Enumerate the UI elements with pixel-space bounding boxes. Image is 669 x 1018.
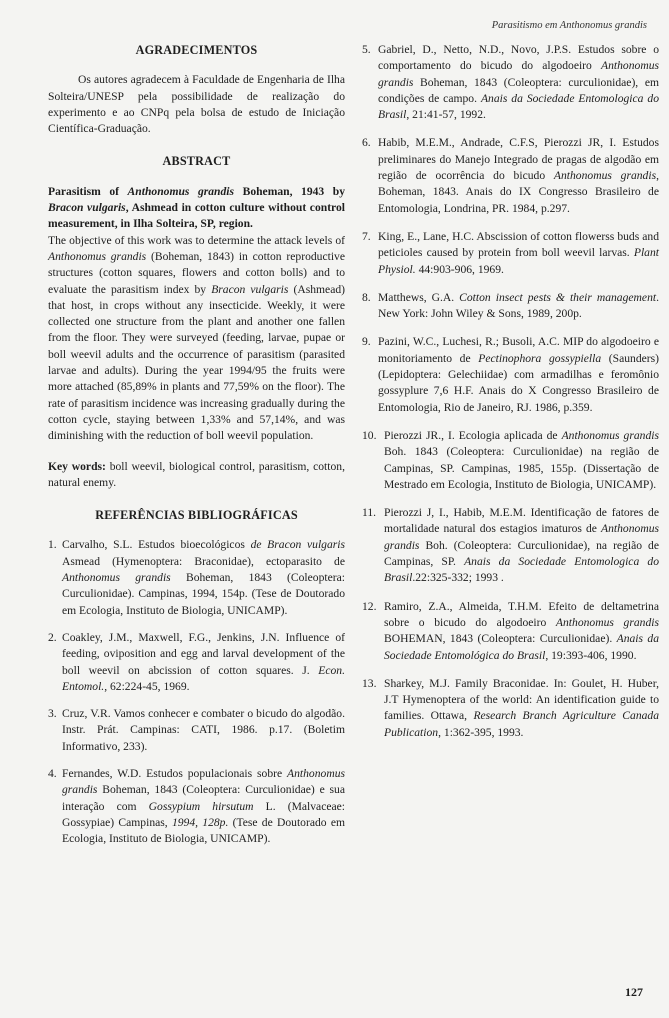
reference-text: Pierozzi JR., I. Ecologia aplicada de Anthonomus grandis Boh. 1843 (Coleoptera: Curculionidae) na região de Campinas, SP. Campinas, 1985, 155p. (Dissertação de Mestrado em Ecologia, Instituto de Biologia, UNICAMP). xyxy=(384,428,659,491)
abstract-title: Parasitism of Anthonomus grandis Boheman, 1943 by Bracon vulgaris, Ashmead in cotton culture without control measurement, in Ilha Solteira, SP, region. xyxy=(48,184,346,231)
page-number: 127 xyxy=(625,985,643,999)
reference-item xyxy=(48,537,345,618)
reference-number: 6. xyxy=(362,136,371,150)
reference-text: Pazini, W.C., Luchesi, R.; Busoli, A.C. MIP do algodoeiro e monitoriamento de Pectinophora gossypiella (Saunders) (Lepidoptera: Gelechiidae) com armadilhas e feromônio gossyplure 7,6 H.F. Anais do X Congresso Brasileiro de Entomologia, Rio de Janeiro, RJ. 1986, p.359. xyxy=(378,335,659,414)
abstract-heading: ABSTRACT xyxy=(162,154,231,169)
reference-item xyxy=(362,428,659,493)
reference-number: 13. xyxy=(362,676,377,690)
reference-text: Fernandes, W.D. Estudos populacionais sobre Anthonomus grandis Boheman, 1843 (Coleoptera: Curculionidae) e sua interação com Gossypium hirsutum L. (Malvaceae: Gossypiae) Campinas, 1994, 128p. (Tese de Doutorado em Ecologia, Instituto de Biologia, UNICAMP). xyxy=(62,766,346,846)
reference-text: Cruz, V.R. Vamos conhecer e combater o bicudo do algodão. Instr. Prát. Campinas: CATI, 1986. p.17. (Boletim Informativo, 233). xyxy=(62,707,345,753)
reference-item xyxy=(362,676,659,741)
reference-text: Coakley, J.M., Maxwell, F.G., Jenkins, J.N. Influence of feeding, oviposition and egg and larval development of the boll weevil on abcission of cotton squares. J. Econ. Entomol., 62:224-45, 1969. xyxy=(62,630,345,693)
keywords-text: boll weevil, biological control, parasitism, cotton, natural enemy. xyxy=(48,459,345,489)
reference-text: Matthews, G.A. Cotton insect pests & their management. New York: John Wiley & Sons, 1989, 200p. xyxy=(378,290,659,321)
reference-text: Habib, M.E.M., Andrade, C.F.S, Pierozzi JR, I. Estudos preliminares do Manejo Integrado de pragas de algodão em região de ocorrência do bicudo Anthonomus grandis, Boheman, 1843. Anais do IX Congresso Brasileiro de Entomologia, Londrina, PR. 1984, p.297. xyxy=(378,136,659,215)
reference-item xyxy=(362,599,659,664)
references-heading: REFERÊNCIAS BIBLIOGRÁFICAS xyxy=(95,508,298,523)
reference-number: 5. xyxy=(362,43,371,56)
keywords-label: Key words: xyxy=(48,459,106,473)
keywords xyxy=(48,459,345,492)
reference-number: 7. xyxy=(362,229,371,243)
reference-number: 12. xyxy=(362,599,377,613)
reference-text: Gabriel, D., Netto, N.D., Novo, J.P.S. Estudos sobre o comportamento do bicudo do algodoeiro Anthonomus grandis Boheman, 1843 (Coleoptera: curculionidae), em condições de campo. Anais da Sociedade Entomologica do Brasil, 21:41-57, 1992. xyxy=(378,43,659,122)
reference-number: 9. xyxy=(362,335,371,349)
reference-item xyxy=(362,290,659,323)
reference-number: 1. xyxy=(48,538,57,552)
reference-number: 2. xyxy=(48,630,57,644)
abstract-text: The objective of this work was to determine the attack levels of Anthonomus grandis (Boheman, 1843) in cotton reproductive structures (cotton squares, flowers and cotton bolls) and to evaluate the parasitism index by Bracon vulgaris (Ashmead) that host, in crops without any insecticide. Weekly, it were collected one structure from the plant and another one fallen from the floor. They were surveyed (feeding, larvae, pupae or boll weevil adults and the occurrence of parasitism (parasited larvae and adults). During the year 1994/95 the fruits were more attached (85,89% in plants and 77,59% on the floor). The rate of parasitism incidence was increasing gradually during the cotton cycle, staying between 1,33% and 57,14%, and was diminishing with the reduction of boll weevil population. xyxy=(48,233,345,443)
acknowledgments-heading: AGRADECIMENTOS xyxy=(135,43,258,57)
reference-number: 10. xyxy=(362,428,377,442)
reference-number: 4. xyxy=(48,766,57,780)
left-column xyxy=(48,42,345,858)
reference-text: Ramiro, Z.A., Almeida, T.H.M. Efeito de deltametrina sobre o bicudo do algodoeiro Anthonomus grandis BOHEMAN, 1843 (Coleoptera: Curculionidae). Anais da Sociedade Entomológica do Brasil, 19:393-406, 1990. xyxy=(384,599,659,662)
right-column xyxy=(362,42,659,753)
reference-number: 3. xyxy=(48,707,57,721)
reference-text: Sharkey, M.J. Family Braconidae. In: Goulet, H. Huber, J.T Hymenoptera of the world: An identification guide to families. Ottawa, Research Branch Agriculture Canada Publication, 1:362-395, 1993. xyxy=(384,676,660,739)
reference-item xyxy=(362,334,659,415)
reference-item xyxy=(48,706,345,755)
references-list-left xyxy=(48,537,345,847)
reference-item xyxy=(48,630,345,695)
reference-item xyxy=(48,766,345,847)
reference-item xyxy=(362,229,659,278)
reference-item xyxy=(362,42,659,123)
acknowledgments-text: Os autores agradecem à Faculdade de Engenharia de Ilha Solteira/UNESP pela possibilidade de realização do experimento e ao CNPq pela bolsa de estudo de Iniciação Científica-Graduação. xyxy=(48,73,345,136)
reference-number: 11. xyxy=(362,506,377,520)
running-head: Parasitismo em Anthonomus grandis xyxy=(491,20,647,31)
reference-text: King, E., Lane, H.C. Abscission of cotton flowerss buds and peticioles caused by protein from boll weevil larvas. Plant Physiol. 44:903-906, 1969. xyxy=(378,229,659,276)
reference-text: Carvalho, S.L. Estudos bioecológicos de Bracon vulgaris Asmead (Hymenoptera: Braconidae), ectoparasito de Anthonomus grandis Boheman, 1843 (Coleoptera: Curculionidae). Campinas, 1994, 154p. (Tese de Doutorado em Ecologia, Instituto de Biologia, UNICAMP). xyxy=(62,538,345,617)
reference-text: Pierozzi J, I., Habib, M.E.M. Identificação de fatores de mortalidade natural dos estagios imaturos de Anthonomus grandis Boh. (Coleoptera: Curculionidae), na região de Campinas, SP. Anais da Sociedade Entomologica do Brasil.22:325-332; 1993 . xyxy=(384,506,659,585)
reference-number: 8. xyxy=(362,290,371,304)
reference-item xyxy=(362,135,659,216)
reference-item xyxy=(362,505,659,586)
